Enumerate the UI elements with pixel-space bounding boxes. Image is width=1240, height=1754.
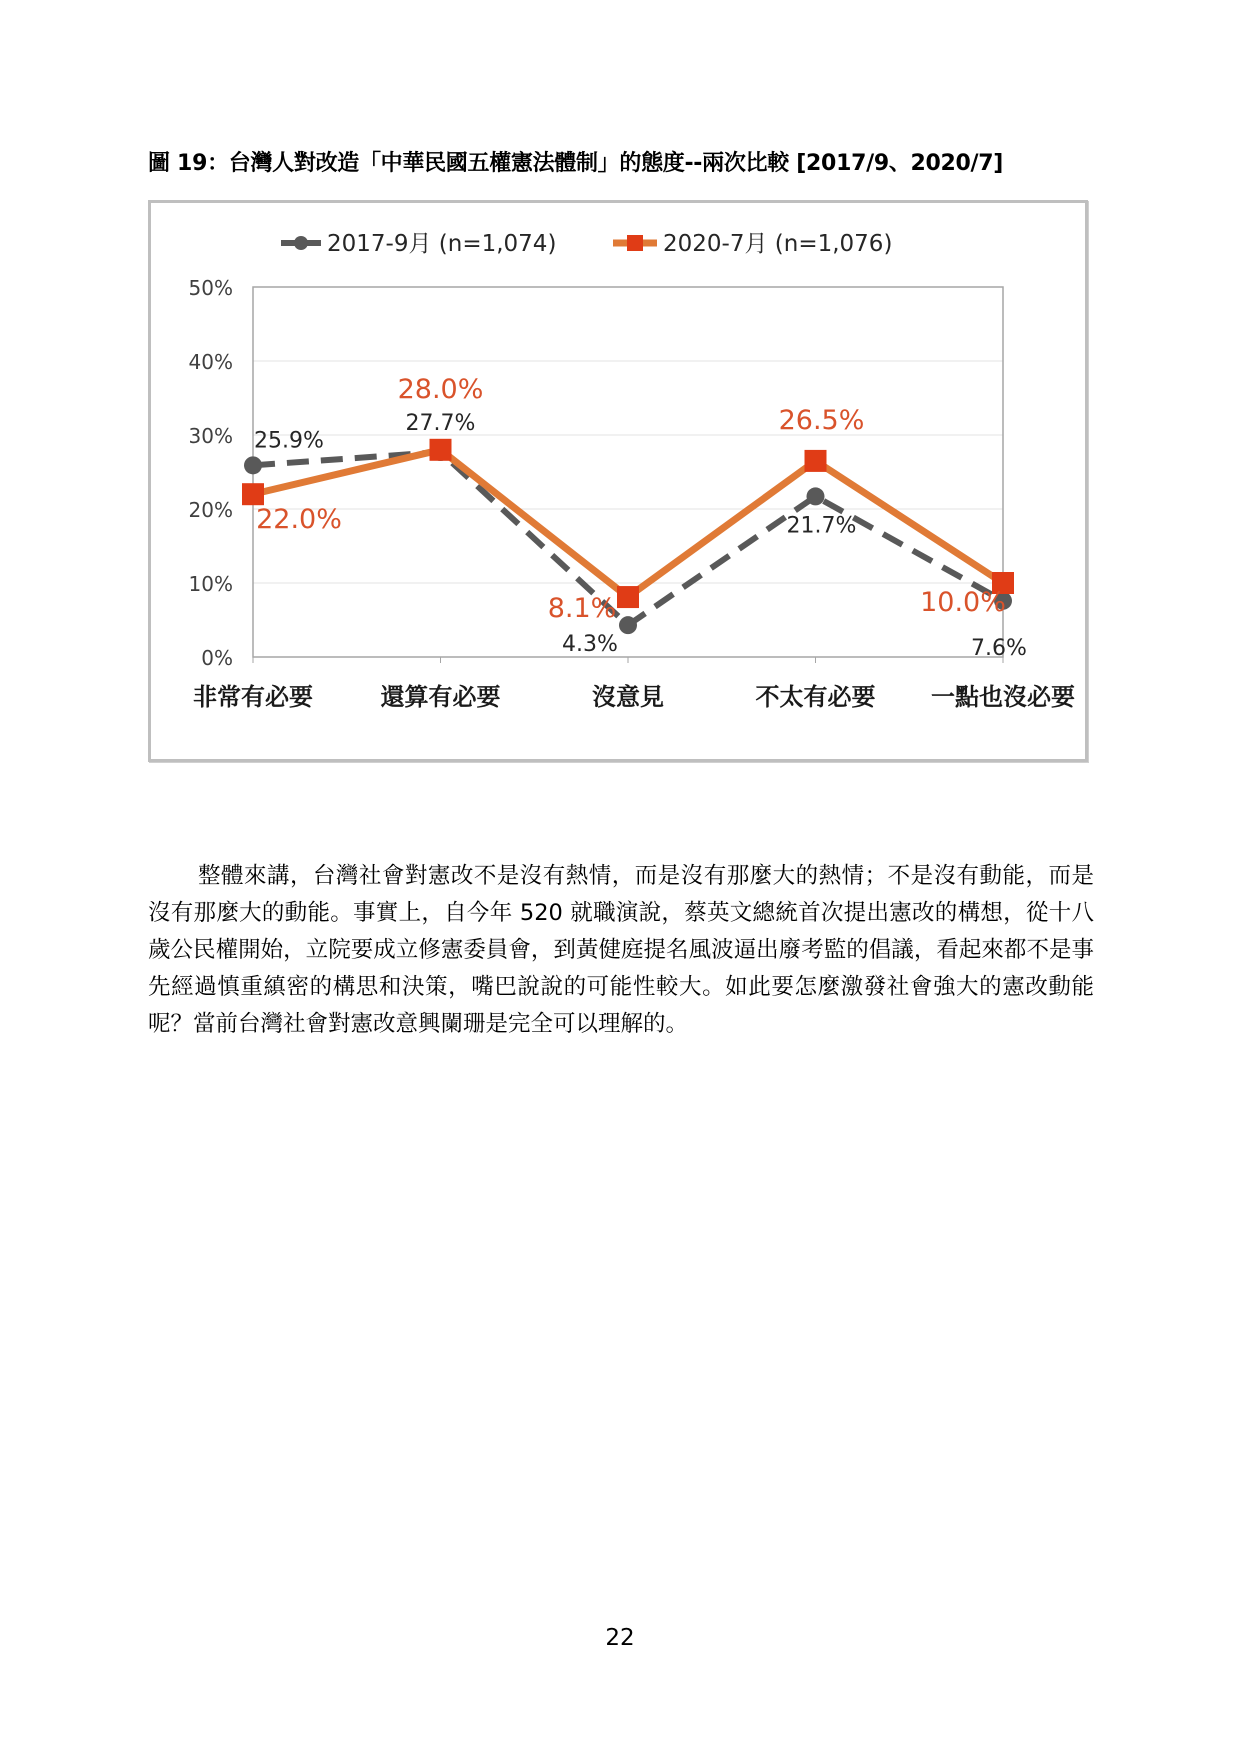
y-tick-label: 0% <box>201 646 233 670</box>
series-2020-point <box>242 483 264 505</box>
series-2020-data-label: 26.5% <box>778 404 865 436</box>
series-2020-data-label: 22.0% <box>256 504 342 536</box>
legend-2017-marker <box>294 236 308 250</box>
series-2020-point <box>617 586 639 608</box>
legend-2017-label: 2017-9月 (n=1,074) <box>327 231 557 257</box>
series-2017-data-label: 7.6% <box>971 635 1027 661</box>
series-2020-data-label: 28.0% <box>397 373 484 405</box>
series-2020-point <box>430 439 452 461</box>
series-2017-data-label: 4.3% <box>562 632 618 658</box>
series-2017-point <box>244 456 262 474</box>
x-category-label: 非常有必要 <box>193 683 313 711</box>
x-category-label: 一點也沒必要 <box>931 683 1075 711</box>
series-2020-point <box>805 450 827 472</box>
series-2017-point <box>807 487 825 505</box>
y-tick-label: 10% <box>188 572 233 596</box>
series-2020-data-label: 10.0% <box>920 587 1006 618</box>
line-chart <box>151 203 1085 759</box>
x-category-label: 沒意見 <box>592 683 664 711</box>
legend-2020-marker <box>627 235 643 251</box>
y-tick-label: 50% <box>188 276 233 300</box>
series-2020-line <box>253 450 1003 597</box>
page-number: 22 <box>605 1625 635 1651</box>
series-2017-data-label: 25.9% <box>254 428 324 454</box>
y-tick-label: 40% <box>188 350 233 374</box>
series-2020-data-label: 8.1% <box>547 593 617 625</box>
figure-title: 圖 19：台灣人對改造「中華民國五權憲法體制」的態度--兩次比較 [2017/9、2020/7] <box>148 151 1004 176</box>
series-2017-point <box>619 616 637 634</box>
series-2017-data-label: 21.7% <box>786 513 857 539</box>
body-text <box>148 858 1094 1043</box>
x-category-label: 還算有必要 <box>380 683 501 711</box>
chart-frame <box>148 200 1088 762</box>
legend-2020-label: 2020-7月 (n=1,076) <box>663 231 893 257</box>
series-2017-data-label: 27.7% <box>405 411 476 437</box>
y-tick-label: 30% <box>188 424 233 448</box>
x-category-label: 不太有必要 <box>755 683 876 711</box>
body-paragraph: 整體來講，台灣社會對憲改不是沒有熱情，而是沒有那麼大的熱情；不是沒有動能，而是沒有那麼大的動能。事實上，自今年 520 就職演說，蔡英文總統首次提出憲改的構想，從十八歲公民權開始，立院要成立修憲委員會，到黃健庭提名風波逼出廢考監的倡議，看起來都不是事先經過慎重縝密的構思和決策，嘴巴說說的可能性較大。如此要怎麼激發社會強大的憲改動能呢？當前台灣社會對憲改意興闌珊是完全可以理解的。 <box>148 863 1094 1037</box>
y-tick-label: 20% <box>188 498 233 522</box>
